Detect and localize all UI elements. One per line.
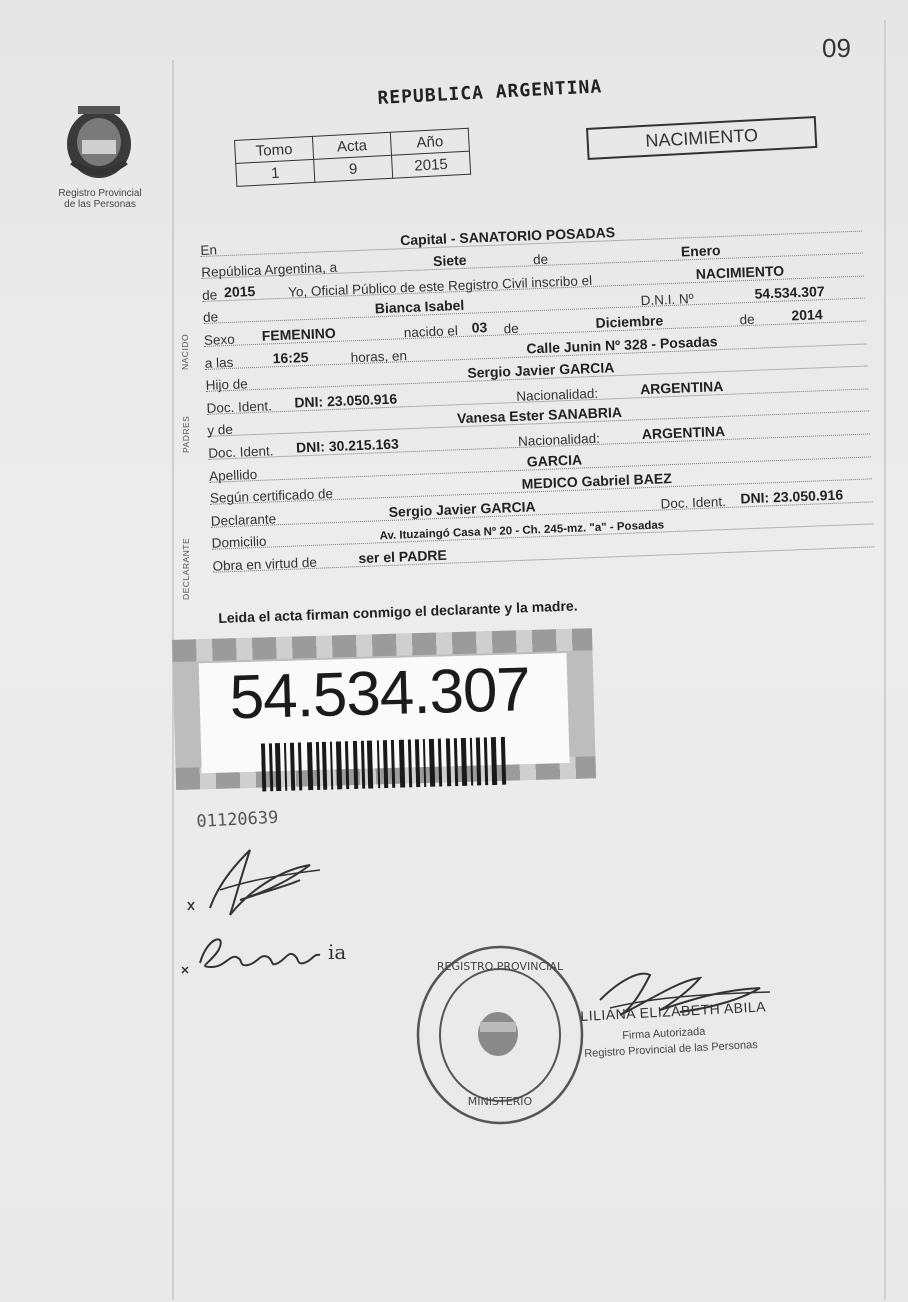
mother-signature-icon (178, 915, 368, 985)
svg-text:MINISTERIO: MINISTERIO (467, 1095, 533, 1108)
org-caption-line2: de las Personas (64, 199, 136, 210)
value-virtud: ser el PADRE (358, 546, 448, 567)
label-obra: Obra en virtud de (212, 554, 318, 574)
value-madre: Vanesa Ester SANABRIA (456, 404, 623, 427)
label-nacionalidad-madre: Nacionalidad: (517, 430, 601, 449)
value-declarante-doc: DNI: 23.050.916 (740, 486, 844, 507)
sticker-label (199, 653, 570, 773)
closing-statement: Leida el acta firman conmigo el declarante y la madre. (218, 597, 578, 626)
value-anio: 2015 (392, 151, 471, 178)
barcode-icon (261, 737, 512, 792)
value-madre-doc: DNI: 30.215.163 (295, 435, 400, 456)
svg-text:ia: ia (328, 940, 347, 964)
label-de2: de (201, 287, 218, 303)
header-acta: Acta (312, 132, 391, 159)
label-declarante: Declarante (210, 511, 277, 529)
provincial-coat-of-arms-icon (60, 100, 138, 182)
value-acta: 9 (314, 155, 393, 182)
value-dni: 54.534.307 (754, 283, 825, 303)
label-dni: D.N.I. Nº (640, 291, 694, 309)
value-madre-nac: ARGENTINA (641, 422, 726, 443)
label-docident-declarante: Doc. Ident. (660, 493, 727, 512)
official-seal-icon (410, 940, 590, 1130)
country-title: REPUBLICA ARGENTINA (377, 76, 603, 109)
value-padre-doc: DNI: 23.050.916 (294, 390, 398, 411)
value-apellido: GARCIA (526, 451, 583, 470)
side-label-declarante: DECLARANTE (181, 537, 191, 600)
label-de3: de (202, 309, 219, 326)
value-nac-mes: Diciembre (595, 312, 664, 331)
value-tipo: NACIMIENTO (695, 262, 785, 282)
sticker-dni-number: 54.534.307 (228, 655, 531, 733)
serial-stamp: 01120639 (196, 807, 279, 832)
label-docident-padre: Doc. Ident. (206, 398, 273, 416)
label-domicilio: Domicilio (211, 533, 267, 552)
value-lugar: Capital - SANATORIO POSADAS (399, 223, 616, 248)
record-type-box: NACIMIENTO (586, 116, 817, 160)
label-yde: y de (207, 422, 234, 439)
label-de: de (532, 251, 549, 268)
label-apellido: Apellido (208, 466, 258, 484)
paper-edge-right (884, 20, 886, 1300)
record-table (234, 128, 471, 187)
header-anio: Año (390, 128, 469, 155)
value-hora: 16:25 (272, 348, 309, 366)
value-dia: Siete (432, 251, 467, 270)
value-certificado: MEDICO Gabriel BAEZ (521, 470, 673, 492)
official-role: Firma Autorizada (622, 1025, 706, 1042)
label-de5: de (739, 311, 755, 328)
official-name: LILIANA ELIZABETH ABILA (580, 998, 767, 1024)
value-anio-inscripcion: 2015 (223, 282, 256, 300)
label-horas: horas, en (350, 347, 408, 365)
page-number: 09 (822, 33, 851, 63)
header-tomo: Tomo (235, 136, 314, 163)
side-label-padres: PADRES (181, 415, 191, 453)
label-alas: a las (204, 354, 234, 371)
svg-text:REGISTRO PROVINCIAL: REGISTRO PROVINCIAL (436, 960, 564, 973)
official-org: Registro Provincial de las Personas (584, 1038, 759, 1060)
value-tomo: 1 (236, 159, 315, 186)
label-docident-madre: Doc. Ident. (207, 443, 274, 461)
value-lugar-nac: Calle Junin Nº 328 - Posadas (526, 332, 718, 357)
label-hijo: Hijo de (205, 376, 248, 394)
value-nac-anio: 2014 (791, 306, 823, 324)
value-declarante: Sergio Javier GARCIA (388, 498, 536, 520)
org-caption-line1: Registro Provincial (58, 188, 142, 199)
label-nacionalidad-padre: Nacionalidad: (516, 385, 599, 404)
label-segun: Según certificado de (209, 486, 334, 506)
certificate-form (200, 213, 875, 577)
label-republica: República Argentina, a (201, 259, 338, 281)
value-sexo: FEMENINO (261, 324, 336, 344)
dni-sticker (172, 628, 596, 790)
org-caption (50, 188, 150, 210)
value-mes: Enero (680, 242, 721, 260)
label-nacido: nacido el (403, 323, 459, 341)
label-de4: de (503, 320, 520, 337)
value-domicilio: Av. Ituzaingó Casa Nº 20 - Ch. 245-mz. "a" - Posadas (379, 519, 665, 543)
label-sexo: Sexo (203, 331, 235, 348)
side-label-nacido: NACIDO (180, 333, 190, 370)
value-padre-nac: ARGENTINA (639, 377, 724, 397)
label-oficial: Yo, Oficial Público de este Registro Civil inscribo el (287, 272, 593, 300)
value-nac-dia: 03 (471, 319, 488, 336)
label-en: En (200, 241, 218, 258)
value-padre: Sergio Javier GARCIA (467, 359, 615, 381)
value-nombre: Bianca Isabel (374, 297, 465, 317)
